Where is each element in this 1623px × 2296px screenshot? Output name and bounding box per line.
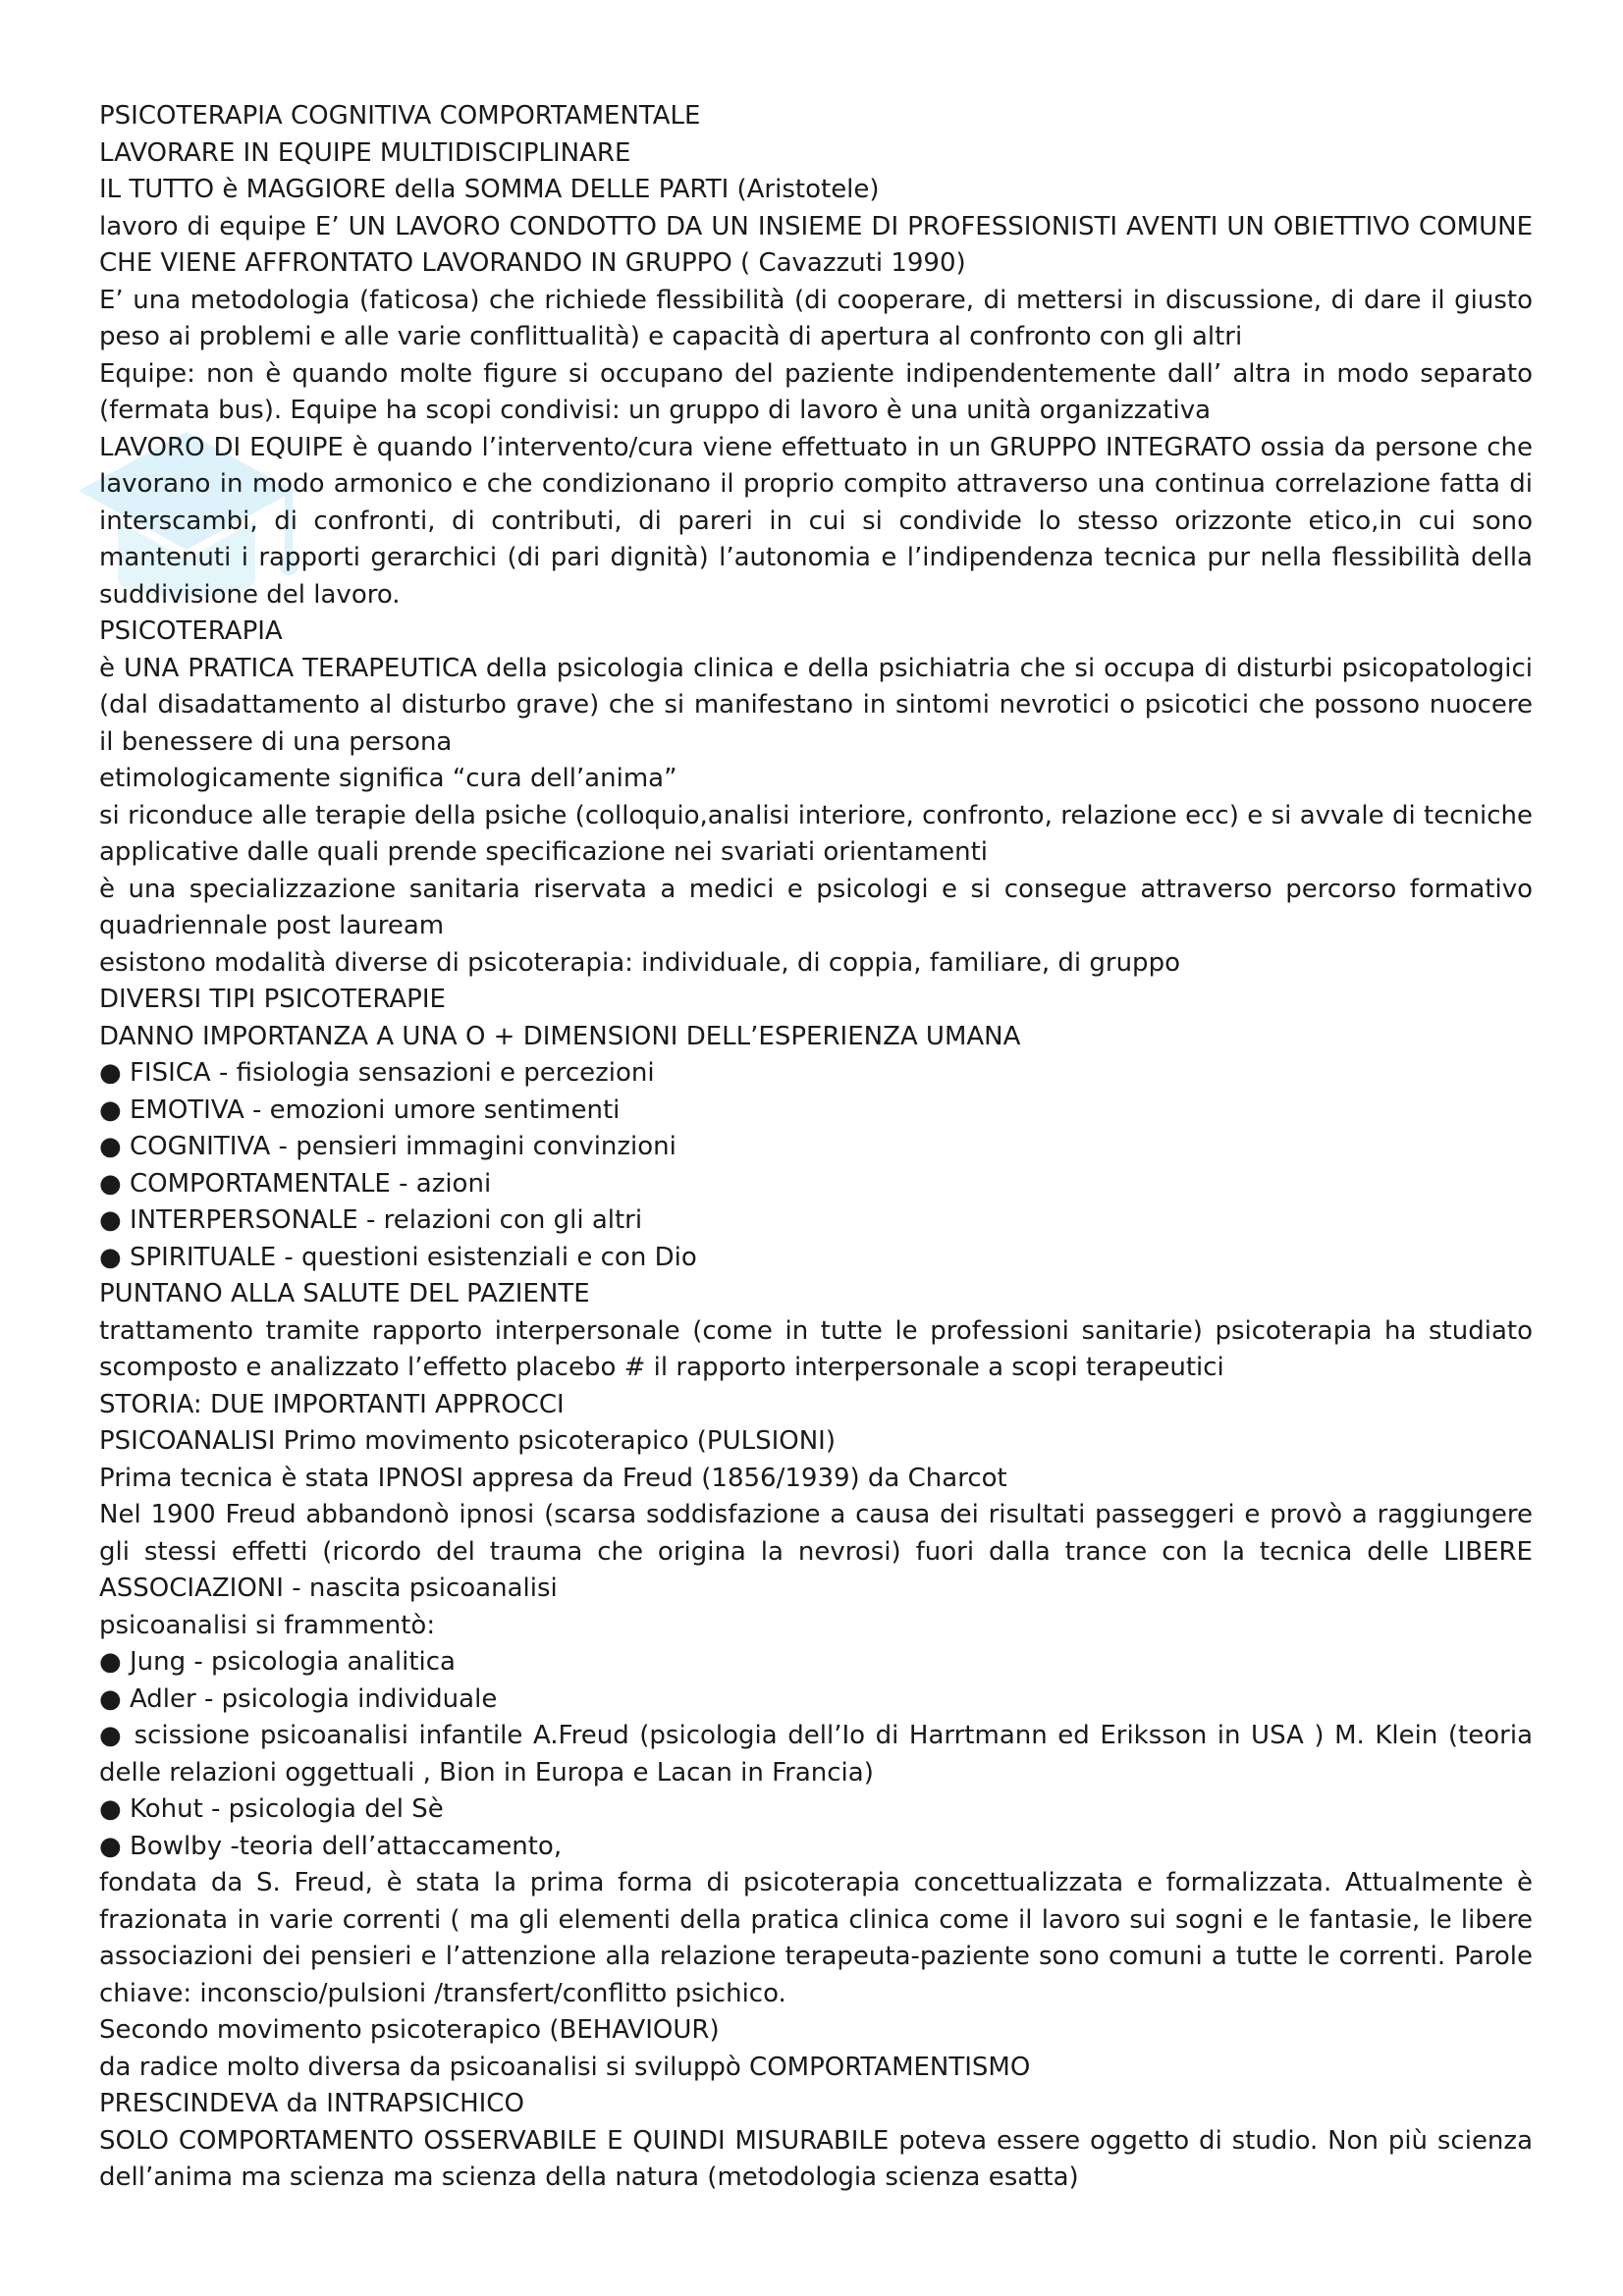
bullet-item: ● Adler - psicologia individuale (99, 1682, 1533, 1719)
line-psicoanalisi: PSICOANALISI Primo movimento psicoterapico (PULSIONI) (99, 1426, 836, 1456)
paragraph-pratica-terapeutica: è UNA PRATICA TERAPEUTICA della psicologia clinica e della psichiatria che si occupa di disturbi psicopatologici (dal disadattamento al disturbo grave) che si manifestano in sintomi nevrotici o psicotici che possono nuocere il benessere di una persona (99, 653, 1533, 757)
heading-storia: STORIA: DUE IMPORTANTI APPROCCI (99, 1389, 565, 1419)
heading-equipe: LAVORARE IN EQUIPE MULTIDISCIPLINARE (99, 137, 631, 168)
paragraph-freud-1900: Nel 1900 Freud abbandonò ipnosi (scarsa soddisfazione a causa dei risultati passeggeri e provò a raggiungere gli stessi effetti (ricordo del trauma che origina la nevrosi) fuori dalla trance con la tecnica delle LIBERE ASSOCIAZIONI - nascita psicoanalisi (99, 1500, 1533, 1603)
paragraph-equipe-definizione: Equipe: non è quando molte figure si occupano del paziente indipendentemente dall’ altra in modo separato (fermata bus). Equipe ha scopi condivisi: un gruppo di lavoro è una unità organizzativa (99, 358, 1533, 425)
line-secondo-movimento: Secondo movimento psicoterapico (BEHAVIOUR) (99, 2015, 720, 2045)
line-ipnosi: Prima tecnica è stata IPNOSI appresa da Freud (1856/1939) da Charcot (99, 1463, 1007, 1493)
line-comportamentismo: da radice molto diversa da psicoanalisi si sviluppò COMPORTAMENTISMO (99, 2052, 1031, 2082)
paragraph-fondata-freud: fondata da S. Freud, è stata la prima forma di psicoterapia concettualizzata e formalizzata. Attualmente è frazionata in varie correnti ( ma gli elementi della pratica clinica come il lavoro sui sogni e le fantasie, le libere associazioni dei pensieri e l’attenzione alla relazione terapeuta-paziente sono comuni a tutte le correnti. Parole chiave: inconscio/pulsioni /transfert/conflitto psichico. (99, 1868, 1533, 2008)
line-intrapsichico: PRESCINDEVA da INTRAPSICHICO (99, 2089, 524, 2118)
bullet-item: ● EMOTIVA - emozioni umore sentimenti (99, 1093, 1533, 1130)
line-etimologia: etimologicamente significa “cura dell’anima” (99, 764, 677, 793)
bullet-item: ● INTERPERSONALE - relazioni con gli altri (99, 1202, 1533, 1240)
paragraph-specializzazione: è una specializzazione sanitaria riservata a medici e psicologi e si consegue attraverso percorso formativo quadriennale post lauream (99, 874, 1533, 940)
paragraph-gruppo-integrato: LAVORO DI EQUIPE è quando l’intervento/cura viene effettuato in un GRUPPO INTEGRATO ossia da persone che lavorano in modo armonico e che condizionano il proprio compito attraverso una continua correlazione fatta di interscambi, di confronti, di contributi, di pareri in cui si condivide lo stesso orizzonte etico,in cui sono mantenuti i rapporti gerarchici (di pari dignità) l’autonomia e l’indipendenza tecnica pur nella flessibilità della suddivisione del lavoro. (99, 432, 1533, 610)
bullet-item: ● Jung - psicologia analitica (99, 1644, 1533, 1682)
paragraph-trattamento: trattamento tramite rapporto interpersonale (come in tutte le professioni sanitarie) psicoterapia ha studiato scomposto e analizzato l’effetto placebo # il rapporto interpersonale a scopi terapeutici (99, 1315, 1533, 1382)
paragraph-lavoro-equipe: lavoro di equipe E’ UN LAVORO CONDOTTO DA UN INSIEME DI PROFESSIONISTI AVENTI UN OBIETTIVO COMUNE CHE VIENE AFFRONTATO LAVORANDO IN GRUPPO ( Cavazzuti 1990) (99, 211, 1533, 278)
line-frammento: psicoanalisi si frammentò: (99, 1610, 436, 1640)
paragraph-metodologia: E’ una metodologia (faticosa) che richiede flessibilità (di cooperare, di mettersi in discussione, di dare il giusto peso ai problemi e alle varie conflittualità) e capacità di apertura al confronto con gli altri (99, 285, 1533, 351)
bullet-item: ● COMPORTAMENTALE - azioni (99, 1166, 1533, 1203)
document-body (99, 98, 1533, 2197)
paragraph-comportamento-osservabile: SOLO COMPORTAMENTO OSSERVABILE E QUINDI MISURABILE poteva essere oggetto di studio. Non più scienza dell’anima ma scienza ma scienza della natura (metodologia scienza esatta) (99, 2125, 1533, 2192)
bullet-item: ● Bowlby -teoria dell’attaccamento, (99, 1829, 1533, 1866)
bullet-item: ● FISICA - fisiologia sensazioni e percezioni (99, 1055, 1533, 1093)
heading-salute-paziente: PUNTANO ALLA SALUTE DEL PAZIENTE (99, 1279, 590, 1308)
line-dimensioni: DANNO IMPORTANZA A UNA O + DIMENSIONI DELL’ESPERIENZA UMANA (99, 1021, 1021, 1051)
bullet-item: ● Kohut - psicologia del Sè (99, 1791, 1533, 1829)
bullet-item: ● SPIRITUALE - questioni esistenziali e con Dio (99, 1240, 1533, 1277)
paragraph-terapie-psiche: si riconduce alle terapie della psiche (colloquio,analisi interiore, confronto, relazione ecc) e si avvale di tecniche applicative dalle quali prende specificazione nei svariati orientamenti (99, 800, 1533, 867)
heading-psicoterapia: PSICOTERAPIA (99, 616, 283, 646)
line-modalita: esistono modalità diverse di psicoterapia: individuale, di coppia, familiare, di gruppo (99, 947, 1180, 978)
bullet-item: ● scissione psicoanalisi infantile A.Freud (psicologia dell’Io di Harrtmann ed Eriksson in USA ) M. Klein (teoria delle relazioni oggettuali , Bion in Europa e Lacan in Francia) (99, 1718, 1533, 1791)
line-aristotele: IL TUTTO è MAGGIORE della SOMMA DELLE PARTI (Aristotele) (99, 175, 880, 204)
doc-title: PSICOTERAPIA COGNITIVA COMPORTAMENTALE (99, 101, 701, 131)
heading-tipi-psicoterapie: DIVERSI TIPI PSICOTERAPIE (99, 985, 446, 1014)
bullet-item: ● COGNITIVA - pensieri immagini convinzioni (99, 1129, 1533, 1166)
